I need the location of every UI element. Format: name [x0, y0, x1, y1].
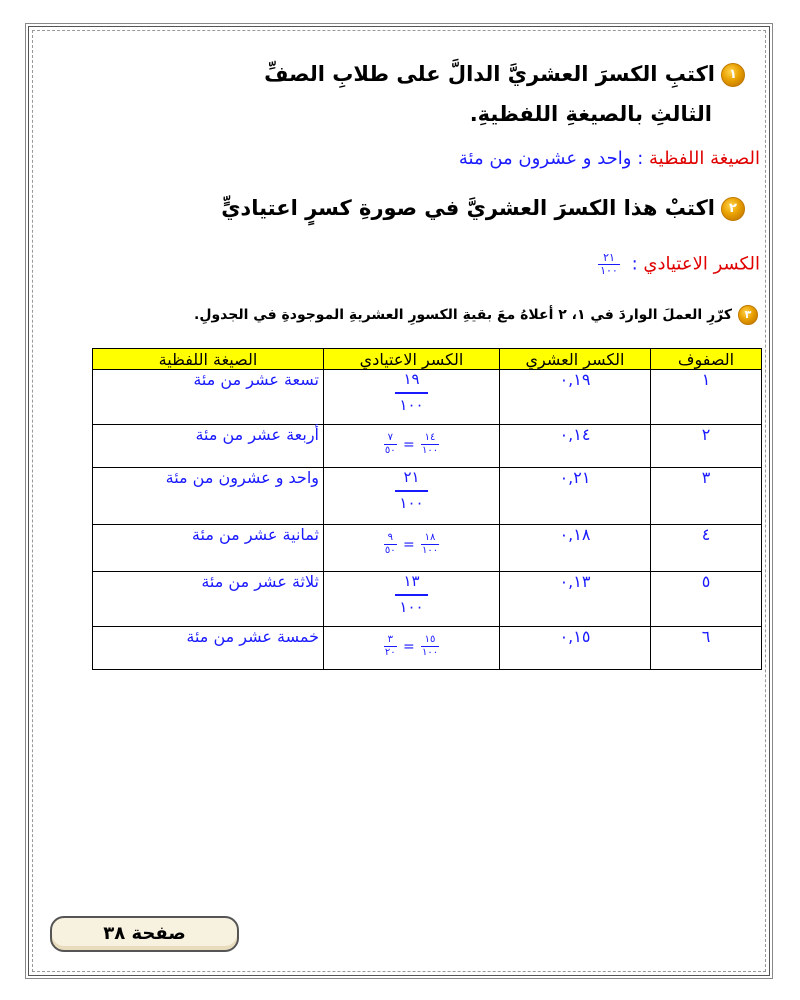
cell-word-form: ثمانية عشر من مئة [93, 525, 324, 572]
answer-1-label: الصيغة اللفظية [649, 148, 760, 169]
table-row [93, 627, 762, 670]
table-header-row [93, 349, 762, 370]
hundredths-fraction [395, 572, 427, 616]
answer-1-separator: : [637, 148, 644, 169]
cell-row-number: ٢ [651, 425, 762, 468]
hundredths-fraction [421, 532, 440, 557]
fraction-denominator: ١٠٠ [421, 445, 439, 456]
cell-fraction [324, 425, 500, 468]
cell-word-form: تسعة عشر من مئة [93, 370, 324, 425]
question-1-line-1: اكتبِ الكسرَ العشريَّ الدالَّ على طلابِ الصفِّ [264, 62, 715, 86]
cell-fraction [324, 572, 500, 627]
fraction-denominator: ١٠٠ [399, 598, 424, 616]
cell-decimal: ٠,١٨ [500, 525, 651, 572]
fraction-denominator: ١٠٠ [421, 647, 439, 658]
cell-decimal: ٠,١٩ [500, 370, 651, 425]
hundredths-fraction [395, 468, 427, 512]
cell-decimal: ٠,١٥ [500, 627, 651, 670]
header-words: الصيغة اللفظية [93, 349, 324, 370]
simplified-fraction [384, 432, 397, 457]
fraction-numerator: ١٤ [421, 432, 440, 445]
cell-row-number: ٥ [651, 572, 762, 627]
cell-fraction [324, 370, 500, 425]
equals-sign: = [402, 536, 415, 553]
cell-fraction [324, 525, 500, 572]
question-2-text: اكتبْ هذا الكسرَ العشريَّ في صورةِ كسرٍ اعتياديٍّ [221, 196, 715, 220]
fraction-numerator: ٩ [384, 532, 397, 545]
fraction-numerator: ١٨ [421, 532, 440, 545]
question-3-text: كرّرِ العملَ الواردَ في ١، ٢ أعلاهُ معَ بقيةِ الكسورِ العشريةِ الموجودةِ في الجدولِ. [194, 307, 732, 323]
fraction-numerator: ١٣ [395, 572, 427, 596]
fraction-denominator: ١٠٠ [399, 494, 424, 512]
fraction-denominator: ١٠٠ [600, 264, 618, 277]
table-row [93, 525, 762, 572]
question-2 [221, 196, 745, 221]
header-rows: الصفوف [651, 349, 762, 370]
fraction-numerator: ٢١ [395, 468, 427, 492]
question-number-badge: ١ [721, 63, 745, 87]
cell-word-form: أربعة عشر من مئة [93, 425, 324, 468]
fraction-numerator: ٣ [384, 634, 397, 647]
answer-1-value: واحد و عشرون من مئة [458, 148, 632, 169]
equivalent-fractions [384, 432, 440, 457]
cell-fraction [324, 468, 500, 525]
cell-decimal: ٠,١٤ [500, 425, 651, 468]
answer-2-separator: : [631, 253, 638, 275]
equivalent-fractions [384, 634, 440, 659]
question-1-line-2: الثالثِ بالصيغةِ اللفظيةِ. [469, 102, 712, 126]
fraction-denominator: ١٠٠ [421, 545, 439, 556]
question-number-badge: ٣ [738, 305, 758, 325]
answer-2-fraction [598, 252, 620, 277]
hundredths-fraction [421, 634, 440, 659]
table-row [93, 370, 762, 425]
cell-row-number: ١ [651, 370, 762, 425]
table-row [93, 572, 762, 627]
table-row [93, 468, 762, 525]
fraction-denominator: ٥٠ [384, 545, 396, 556]
cell-word-form: خمسة عشر من مئة [93, 627, 324, 670]
simplified-fraction [384, 634, 397, 659]
fraction-denominator: ٢٠ [384, 647, 396, 658]
simplified-fraction [384, 532, 397, 557]
question-number-badge: ٢ [721, 197, 745, 221]
answer-2 [598, 252, 760, 277]
equivalent-fractions [384, 532, 440, 557]
cell-word-form: واحد و عشرون من مئة [93, 468, 324, 525]
cell-row-number: ٤ [651, 525, 762, 572]
hundredths-fraction [395, 370, 427, 414]
cell-fraction [324, 627, 500, 670]
cell-decimal: ٠,١٣ [500, 572, 651, 627]
hundredths-fraction [421, 432, 440, 457]
answer-2-label: الكسر الاعتيادي [643, 253, 760, 275]
fraction-numerator: ١٩ [395, 370, 427, 394]
equals-sign: = [402, 436, 415, 453]
cell-row-number: ٦ [651, 627, 762, 670]
header-fraction: الكسر الاعتيادي [324, 349, 500, 370]
fraction-denominator: ٥٠ [384, 445, 396, 456]
fraction-numerator: ٢١ [598, 252, 620, 265]
fraction-numerator: ٧ [384, 432, 397, 445]
cell-row-number: ٣ [651, 468, 762, 525]
header-decimal: الكسر العشري [500, 349, 651, 370]
question-3 [194, 305, 758, 325]
fraction-denominator: ١٠٠ [399, 396, 424, 414]
fraction-numerator: ١٥ [421, 634, 440, 647]
cell-word-form: ثلاثة عشر من مئة [93, 572, 324, 627]
table-row [93, 425, 762, 468]
equals-sign: = [402, 638, 415, 655]
cell-decimal: ٠,٢١ [500, 468, 651, 525]
page-number-box: صفحة ٣٨ [50, 916, 239, 952]
question-1 [264, 62, 745, 87]
fractions-table [92, 348, 762, 670]
answer-1 [459, 148, 760, 169]
